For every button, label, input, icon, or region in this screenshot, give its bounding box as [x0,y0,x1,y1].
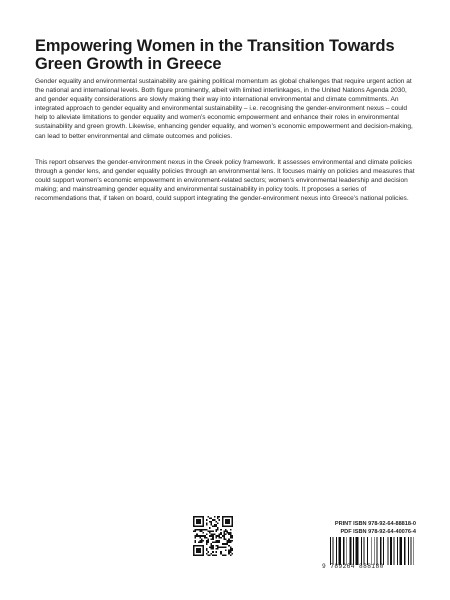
barcode-icon [330,537,416,565]
summary-paragraph-1: Gender equality and environmental sustainability are gaining political momentum as global challenges that require urgent action at the national and international levels. Both figure prominently, albeit with limited interlinkages, in the United Nations Agenda 2030, and gender equality considerations are slowly making their way into international environmental and climate commitments. An integrated approach to gender equality and environmental sustainability – i.e. recognising the gender-environment nexus – could help to alleviate limitations to gender equality and women’s economic empowerment and enhance their roles in environmental sustainability and green growth. Likewise, enhancing gender equality, and women’s economic empowerment and decision-making, can lead to better environmental and climate outcomes and policies. [35,78,413,140]
qr-modules [193,516,233,556]
page-title: Empowering Women in the Transition Towards Green Growth in Greece [35,37,395,73]
pdf-isbn: PDF ISBN 978-92-64-40076-4 [340,529,416,535]
summary-paragraph-2: This report observes the gender-environment nexus in the Greek policy framework. It assesses environmental and climate policies through a gender lens, and gender equality policies through an environmental lens. It focuses mainly on policies and measures that could support women’s economic empowerment in environment-related sectors; women’s environmental leadership and decision making; and mainstreaming gender equality and environmental sustainability in policy tools. It proposes a series of recommendations that, if taken on board, could support integrating the gender-environment nexus into Greece’s national policies. [35,159,415,203]
barcode-bars [330,537,414,565]
qr-code-icon [193,516,233,556]
print-isbn: PRINT ISBN 978-92-64-88818-0 [334,521,416,527]
isbn-block [335,520,416,536]
barcode-number: 9 789264 888180 [322,563,384,570]
